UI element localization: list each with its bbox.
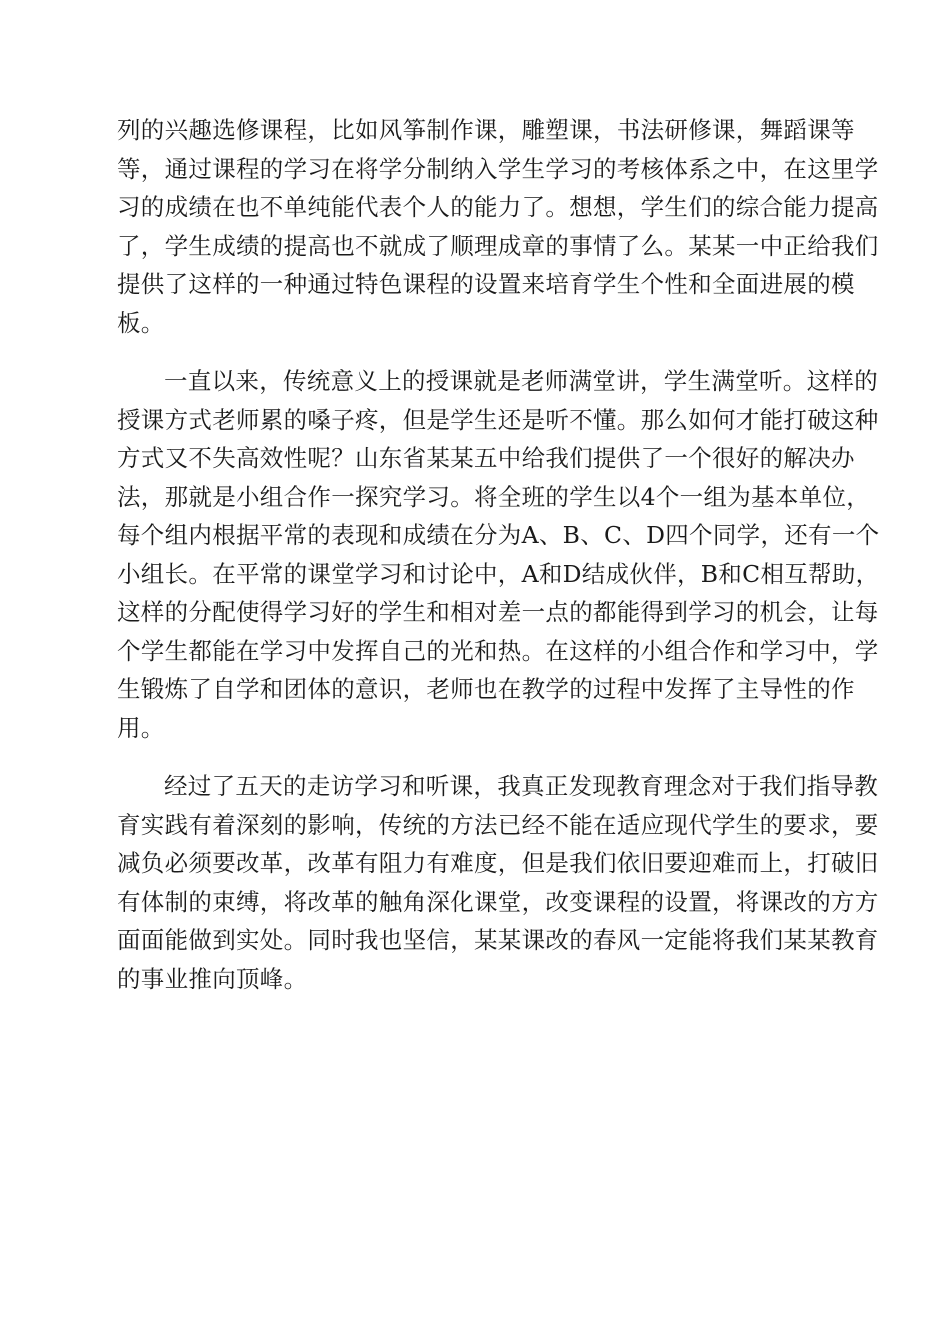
paragraph-line: 每个组内根据平常的表现和成绩在分为A、B、C、D四个同学，还有一个 <box>117 521 880 549</box>
paragraph-line: 了，学生成绩的提高也不就成了顺理成章的事情了么。某某一中正给我们 <box>117 231 879 260</box>
paragraph-2 <box>117 362 880 747</box>
paragraph-line: 习的成绩在也不单纯能代表个人的能力了。想想，学生们的综合能力提高 <box>117 193 879 221</box>
paragraph-line: 这样的分配使得学习好的学生和相对差一点的都能得到学习的机会，让每 <box>117 598 879 626</box>
paragraph-line: 有体制的束缚，将改革的触角深化课堂，改变课程的设置，将课改的方方 <box>117 887 879 916</box>
paragraph-line: 授课方式老师累的嗓子疼，但是学生还是听不懂。那么如何才能打破这种 <box>117 405 879 434</box>
paragraph-3 <box>117 767 879 998</box>
paragraph-1 <box>117 111 879 342</box>
paragraph-line: 方式又不失高效性呢？山东省某某五中给我们提供了一个很好的解决办 <box>117 444 855 472</box>
paragraph-line: 育实践有着深刻的影响，传统的方法已经不能在适应现代学生的要求，要 <box>117 810 879 839</box>
paragraph-line: 面面能做到实处。同时我也坚信，某某课改的春风一定能将我们某某教育 <box>117 926 879 954</box>
paragraph-line: 生锻炼了自学和团体的意识，老师也在教学的过程中发挥了主导性的作 <box>117 675 855 703</box>
paragraph-line: 列的兴趣选修课程，比如风筝制作课，雕塑课，书法研修课，舞蹈课等 <box>117 116 855 144</box>
paragraph-line: 一直以来，传统意义上的授课就是老师满堂讲，学生满堂听。这样的 <box>164 367 878 395</box>
document-body <box>117 111 880 1018</box>
paragraph-line: 的事业推向顶峰。 <box>117 964 308 993</box>
paragraph-line: 个学生都能在学习中发挥自己的光和热。在这样的小组合作和学习中，学 <box>117 636 879 665</box>
paragraph-line: 等，通过课程的学习在将学分制纳入学生学习的考核体系之中，在这里学 <box>117 154 879 183</box>
paragraph-line: 用。 <box>117 713 165 742</box>
paragraph-line: 法，那就是小组合作一探究学习。将全班的学生以4个一组为基本单位， <box>117 482 871 511</box>
paragraph-line: 板。 <box>117 308 165 337</box>
paragraph-line: 小组长。在平常的课堂学习和讨论中，A和D结成伙伴，B和C相互帮助， <box>117 559 880 588</box>
paragraph-line: 提供了这样的一种通过特色课程的设置来培育学生个性和全面进展的模 <box>117 270 855 298</box>
paragraph-line: 经过了五天的走访学习和听课，我真正发现教育理念对于我们指导教 <box>164 772 878 800</box>
paragraph-line: 减负必须要改革，改革有阻力有难度，但是我们依旧要迎难而上，打破旧 <box>117 849 879 877</box>
